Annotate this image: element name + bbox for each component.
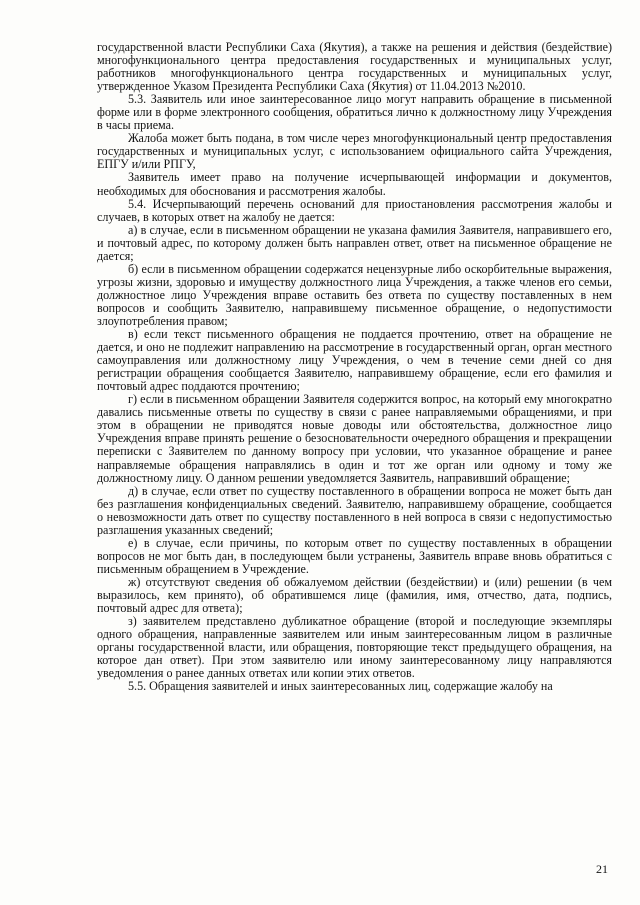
paragraph-5-5: 5.5. Обращения заявителей и иных заинтересованных лиц, содержащие жалобу на <box>128 679 553 694</box>
document-body <box>97 41 612 693</box>
list-item-v: в) если текст письменного обращения не поддается прочтению, ответ на обращение не дается, и оно не подлежит направлению на рассмотрение в государственный орган, орган местного самоуправления или должностному лицу Учреждения, о чем в течение семи дней со дня регистрации обращения сообщается Заявителю, направившему обращение, если его фамилия и почтовый адрес поддаются прочтению; <box>97 327 612 394</box>
list-item-g: г) если в письменном обращении Заявителя содержится вопрос, на который ему многократно давались письменные ответы по существу в связи с ранее направляемыми обращениями, и при этом в обращении не приводятся новые доводы или обстоятельства, должностное лицо Учреждения вправе принять решение о безосновательности очередного обращения и прекращении переписки с Заявителем по данному вопросу при условии, что указанное обращение и ранее направляемые обращения направлялись в один и тот же орган или одному и тому же должностному лицу. О данном решении уведомляется Заявитель, направивший обращение; <box>97 392 612 485</box>
list-item-z: з) заявителем представлено дубликатное обращение (второй и последующие экземпляры одного обращения, направленные заявителем или иным заинтересованным лицом в различные органы государственной власти, или обращения, повторяющие текст предыдущего обращения, на которое дан ответ). При этом заявителю или иному заинтересованному лицу направляются уведомления о ранее данных ответах или копии этих ответов. <box>97 614 612 681</box>
list-item-d: д) в случае, если ответ по существу поставленного в обращении вопроса не может быть дан без разглашения конфиденциальных сведений. Заявителю, направившему обращение, сообщается о невозможности дать ответ по существу поставленного в ней вопроса в связи с недопустимостью разглашения указанных сведений; <box>97 483 612 537</box>
paragraph-5-3: 5.3. Заявитель или иное заинтересованное лицо могут направить обращение в письменной форме или в форме электронного сообщения, обратиться лично к должностному лицу Учреждения в часы приема. <box>97 92 612 133</box>
paragraph-continuation: государственной власти Республики Саха (Якутия), а также на решения и действия (бездействие) многофункционального центра предоставления государственных и муниципальных услуг, работников многофункционального центра государственных и муниципальных услуг, утвержденное Указом Президента Республики Саха (Якутия) от 11.04.2013 №2010. <box>97 40 612 94</box>
list-item-e: е) в случае, если причины, по которым ответ по существу поставленных в обращении вопросов не мог быть дан, в последующем были устранены, Заявитель вправе вновь обратиться с письменным обращением в Учреждение. <box>97 535 612 576</box>
list-item-b: б) если в письменном обращении содержатся нецензурные либо оскорбительные выражения, угрозы жизни, здоровью и имуществу должностного лица Учреждения, а также членов его семьи, должностное лицо Учреждения вправе оставить без ответа по существу поставленных в нем вопросов и сообщить Заявителю, направившему письменное обращение, о недопустимости злоупотребления правом; <box>97 261 612 328</box>
list-item-a: а) в случае, если в письменном обращении не указана фамилия Заявителя, направившего его, и почтовый адрес, по которому должен быть направлен ответ, ответ на письменное обращение не дается; <box>97 222 612 263</box>
paragraph-complaint-submission: Жалоба может быть подана, в том числе через многофункциональный центр предоставления государственных и муниципальных услуг, с использованием официального сайта Учреждения, ЕПГУ и/или РПГУ, <box>97 131 612 172</box>
paragraph-5-4: 5.4. Исчерпывающий перечень оснований для приостановления рассмотрения жалобы и случаев, в которых ответ на жалобу не дается: <box>97 196 612 224</box>
list-item-zh: ж) отсутствуют сведения об обжалуемом действии (бездействии) и (или) решении (в чем выразилось, кем принято), об обратившемся лице (фамилия, имя, отчество, дата, подпись, почтовый адрес для ответа); <box>97 574 612 616</box>
paragraph-applicant-rights: Заявитель имеет право на получение исчерпывающей информации и документов, необходимых для обоснования и рассмотрения жалобы. <box>97 170 612 198</box>
page-number: 21 <box>596 862 608 876</box>
